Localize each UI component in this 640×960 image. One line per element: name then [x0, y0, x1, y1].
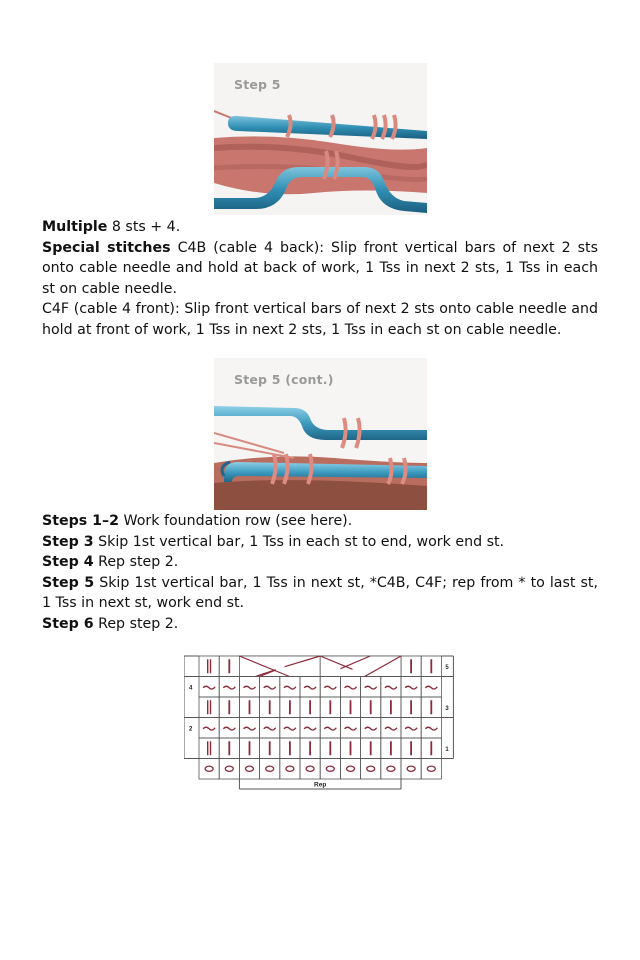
svg-text:1: 1	[445, 747, 449, 753]
multiple-label: Multiple	[42, 219, 108, 235]
steps-list	[42, 511, 598, 634]
c4b-definition: C4B (cable 4 back): Slip front vertical bars of next 2 sts onto cable needle and hold at back of work, 1 Tss in next 2 sts, 1 Tss in each st on cable needle.	[42, 239, 598, 297]
multiple-text: 8 sts + 4.	[107, 219, 181, 235]
svg-text:2: 2	[189, 726, 193, 733]
step-5-cont-photo	[214, 358, 427, 510]
step-1-2	[42, 511, 598, 532]
photo-caption: Step 5 (cont.)	[234, 372, 334, 387]
c4f-definition: C4F (cable 4 front): Slip front vertical bars of next 2 sts onto cable needle and hold at front of work, 1 Tss in next 2 sts, 1 Tss in each st on cable needle.	[42, 301, 598, 338]
svg-text:Rep: Rep	[314, 781, 327, 789]
stitch-chart	[184, 654, 459, 798]
step-text: Skip 1st vertical bar, 1 Tss in next st, *C4B, C4F; rep from * to last st, 1 Tss in next st, work end st.	[42, 574, 598, 611]
multiple-line	[42, 217, 598, 238]
pattern-info	[42, 217, 598, 340]
stitch-chart-grid	[184, 654, 459, 794]
step-text: Rep step 2.	[93, 554, 179, 570]
step-6	[42, 614, 598, 635]
special-stitches-line	[42, 238, 598, 300]
svg-text:4: 4	[189, 685, 193, 692]
step-5	[42, 573, 598, 614]
step-5-photo	[214, 63, 427, 215]
svg-text:5: 5	[445, 665, 449, 671]
svg-text:3: 3	[445, 706, 449, 712]
step-label: Step 6	[42, 615, 94, 632]
step-label: Steps 1–2	[42, 513, 119, 529]
special-stitches-label: Special stitches	[42, 239, 171, 256]
step-label: Step 5	[42, 574, 95, 591]
step-text: Rep step 2.	[93, 615, 179, 632]
step-text: Skip 1st vertical bar, 1 Tss in each st to end, work end st.	[93, 533, 505, 550]
step-label: Step 4	[42, 554, 94, 570]
photo-caption: Step 5	[234, 77, 281, 92]
step-label: Step 3	[42, 533, 94, 550]
step-3	[42, 532, 598, 553]
step-4	[42, 552, 598, 573]
step-text: Work foundation row (see here).	[119, 513, 353, 529]
